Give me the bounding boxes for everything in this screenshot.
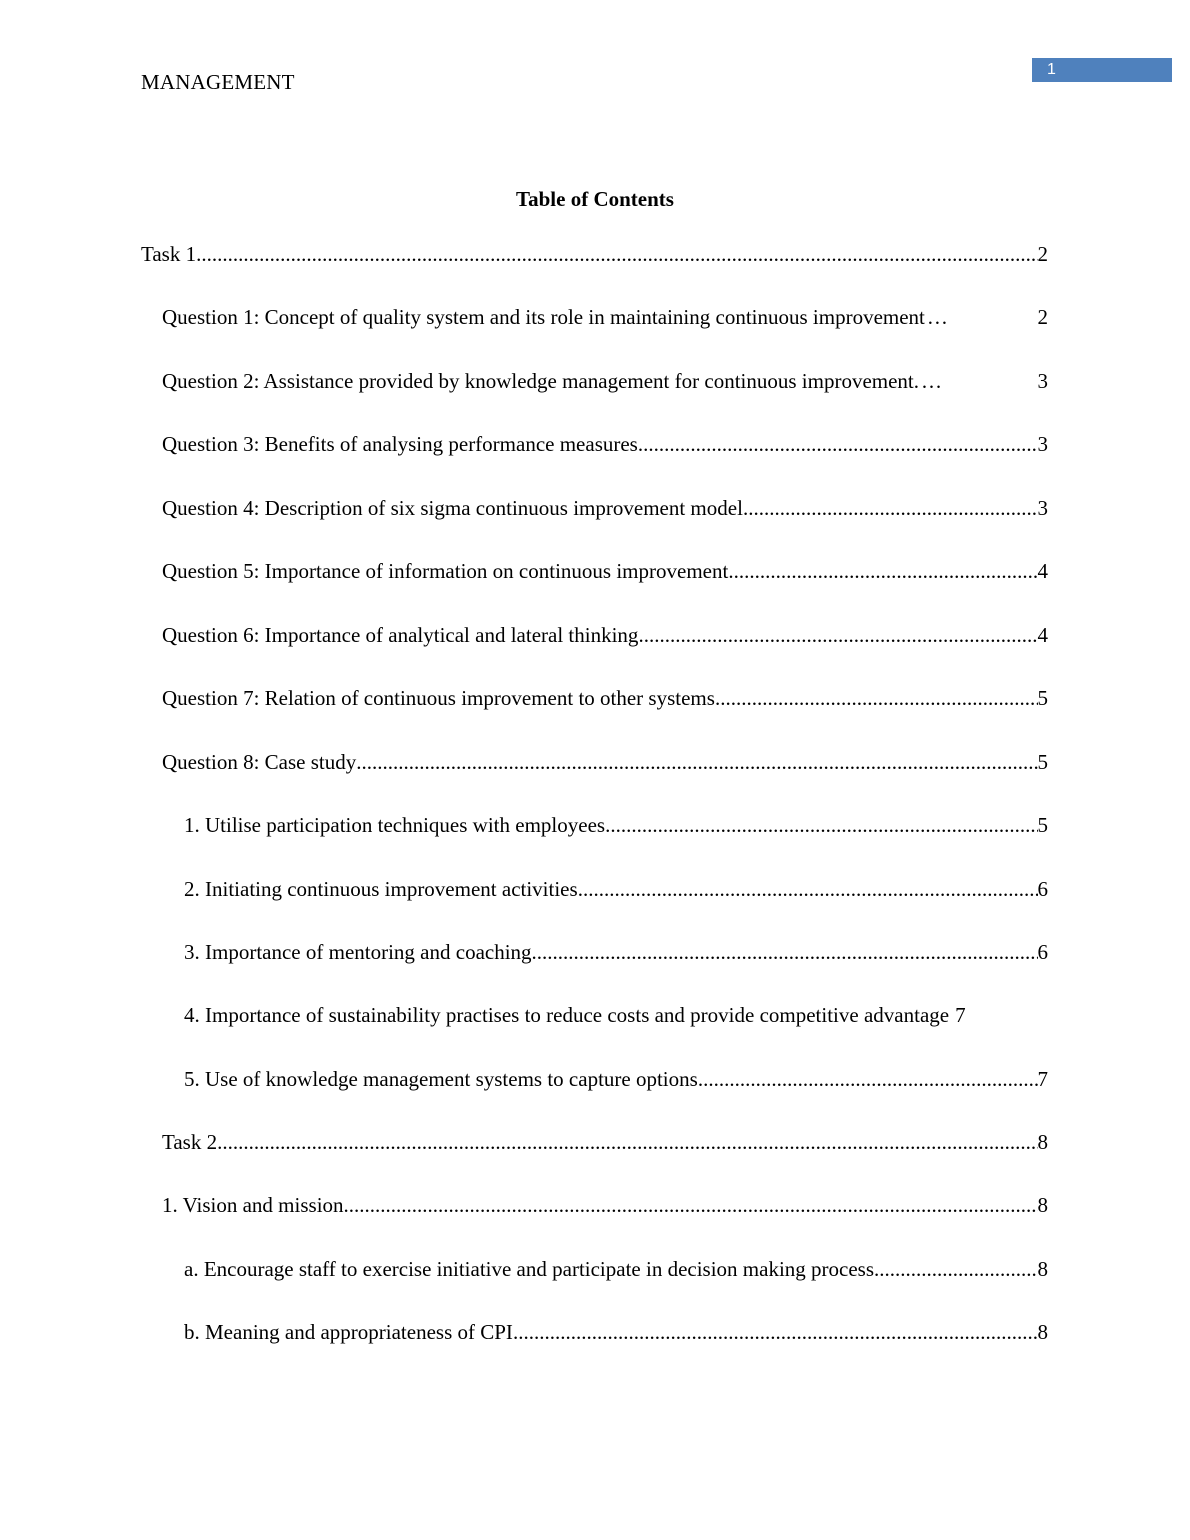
toc-entry-page: 6 — [1037, 940, 1048, 964]
page-number: 1 — [1047, 61, 1056, 78]
toc-dot-leader — [715, 684, 1038, 712]
toc-entry-page: 7 — [955, 1003, 966, 1027]
toc-entry-title: Question 5: Importance of information on continuous improvement — [162, 559, 729, 583]
toc-entry-page: 8 — [1037, 1320, 1048, 1344]
toc-entry-title: Question 1: Concept of quality system and its role in maintaining continuous improvement — [162, 305, 925, 329]
toc-entry-title: 1. Vision and mission — [162, 1193, 344, 1217]
toc-entry-page: 3 — [1037, 432, 1048, 456]
toc-entry-vision-mission[interactable] — [162, 1191, 1048, 1219]
toc-entry-question-6[interactable] — [162, 621, 1048, 649]
toc-entry-subsection-a[interactable] — [184, 1255, 1048, 1283]
running-header-title: MANAGEMENT — [141, 70, 295, 94]
toc-entry-title: 5. Use of knowledge management systems to capture options — [184, 1067, 698, 1091]
toc-entry-subsection-5[interactable] — [184, 1065, 1048, 1093]
toc-entry-subsection-2[interactable] — [184, 875, 1048, 903]
toc-entry-question-4[interactable] — [162, 494, 1048, 522]
toc-entry-page: 7 — [1037, 1067, 1048, 1091]
toc-entry-title: 1. Utilise participation techniques with employees — [184, 813, 606, 837]
toc-entry-page: 5 — [1037, 686, 1048, 710]
toc-entry-page: 5 — [1037, 750, 1048, 774]
toc-entry-page: 5 — [1037, 813, 1048, 837]
toc-entry-question-1[interactable] — [162, 303, 1048, 331]
toc-dot-leader — [532, 938, 1038, 966]
toc-dot-leader — [728, 557, 1037, 585]
toc-entry-title: b. Meaning and appropriateness of CPI — [184, 1320, 513, 1344]
toc-entry-task-2[interactable] — [162, 1128, 1048, 1156]
toc-entry-page: 2 — [1037, 242, 1048, 266]
toc-dot-leader — [919, 367, 1037, 395]
toc-entry-subsection-3[interactable] — [184, 938, 1048, 966]
toc-entry-question-8[interactable] — [162, 748, 1048, 776]
toc-entry-question-2[interactable] — [162, 367, 1048, 395]
toc-entry-page: 8 — [1037, 1193, 1048, 1217]
toc-dot-leader — [638, 621, 1037, 649]
toc-entry-task-1[interactable] — [141, 240, 1048, 268]
toc-entry-question-3[interactable] — [162, 430, 1048, 458]
toc-dot-leader — [743, 494, 1038, 522]
toc-entry-title: Task 2 — [162, 1130, 218, 1154]
toc-entry-title: 4. Importance of sustainability practises to reduce costs and provide competitive advantage — [184, 1003, 950, 1027]
toc-entry-title: Question 2: Assistance provided by knowledge management for continuous improvement. — [162, 369, 920, 393]
toc-dot-leader — [605, 811, 1037, 839]
toc-entry-page: 3 — [1037, 369, 1048, 393]
page-number-badge — [1032, 58, 1172, 82]
toc-dot-leader — [638, 430, 1038, 458]
toc-entry-page: 4 — [1037, 559, 1048, 583]
toc-entry-question-5[interactable] — [162, 557, 1048, 585]
toc-dot-leader — [578, 875, 1038, 903]
toc-entry-title: Question 6: Importance of analytical and lateral thinking — [162, 623, 639, 647]
toc-entry-question-7[interactable] — [162, 684, 1048, 712]
toc-entry-page: 4 — [1037, 623, 1048, 647]
toc-entry-title: a. Encourage staff to exercise initiative and participate in decision making process — [184, 1257, 875, 1281]
toc-heading: Table of Contents — [516, 187, 674, 211]
toc-dot-leader — [698, 1065, 1038, 1093]
toc-entry-subsection-1[interactable] — [184, 811, 1048, 839]
toc-entry-subsection-4[interactable] — [184, 1001, 1048, 1029]
toc-entry-page: 8 — [1037, 1257, 1048, 1281]
toc-entry-title: 3. Importance of mentoring and coaching — [184, 940, 532, 964]
toc-dot-leader — [874, 1255, 1037, 1283]
toc-entry-page: 6 — [1037, 877, 1048, 901]
toc-entry-title: Question 8: Case study — [162, 750, 357, 774]
toc-dot-leader — [925, 303, 1038, 331]
toc-entry-title: Question 7: Relation of continuous improvement to other systems — [162, 686, 715, 710]
toc-dot-leader — [356, 748, 1037, 776]
toc-dot-leader — [196, 240, 1037, 268]
toc-entry-title: Question 3: Benefits of analysing performance measures — [162, 432, 638, 456]
toc-dot-leader — [217, 1128, 1037, 1156]
toc-dot-leader — [513, 1318, 1038, 1346]
toc-entry-page: 2 — [1037, 305, 1048, 329]
toc-entry-subsection-b[interactable] — [184, 1318, 1048, 1346]
toc-entry-title: Question 4: Description of six sigma continuous improvement model — [162, 496, 743, 520]
toc-entry-page: 8 — [1037, 1130, 1048, 1154]
toc-dot-leader — [344, 1191, 1038, 1219]
toc-entry-title: 2. Initiating continuous improvement activities — [184, 877, 578, 901]
toc-entry-title: Task 1 — [141, 242, 197, 266]
toc-entry-page: 3 — [1037, 496, 1048, 520]
